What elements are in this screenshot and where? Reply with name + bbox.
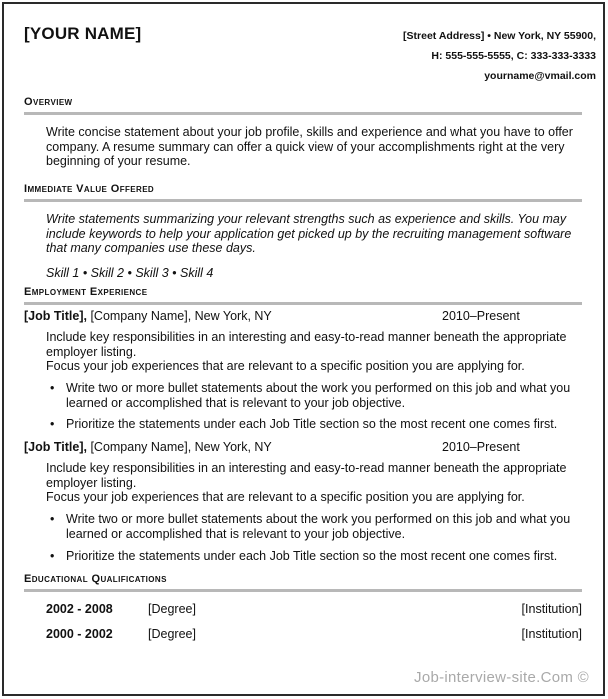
bullet-glyph: • [50,381,55,395]
value-line: include keywords to help your application get picked up by the recruiting management software [46,226,572,241]
job-bullet [46,512,586,541]
education-title: Educational Qualifications [24,573,167,585]
overview-title: Overview [24,96,73,108]
bullet-line: Prioritize the statements under each Job Title section so the most recent one comes first. [66,549,558,563]
education-institution: [Institution] [521,602,582,616]
bullet-glyph: • [50,417,55,431]
job-bullet [46,381,586,410]
value-heading [24,183,584,195]
job-desc-line: Include key responsibilities in an interesting and easy-to-read manner beneath the appropriate [46,461,567,475]
education-degree: [Degree] [148,627,196,641]
education-rule [24,589,582,592]
education-degree: [Degree] [148,602,196,616]
value-text [46,212,586,256]
overview-line: company. A resume summary can offer a quick view of your accomplishments right at the very [46,139,565,154]
value-line: that many companies use these days. [46,241,256,255]
job-header [24,309,584,324]
bullet-line: Write two or more bullet statements about the work you performed on this job and what you [66,512,571,526]
education-heading [24,573,584,585]
skills-line: Skill 1 • Skill 2 • Skill 3 • Skill 4 [46,266,214,280]
job-bullet [46,417,586,432]
education-years: 2000 - 2002 [46,627,113,641]
address-line: [Street Address] • New York, NY 55900, [403,30,596,42]
overview-heading [24,96,584,108]
job-header [24,440,584,455]
overview-rule [24,112,582,115]
bullet-glyph: • [50,549,55,563]
job-description [46,330,586,374]
email-line: yourname@vmail.com [484,70,596,82]
employment-heading [24,286,584,298]
bullet-line: learned or accomplished that is relevant to your job objective. [66,526,406,541]
job-company: [Company Name], New York, NY [86,309,272,323]
job-company: [Company Name], New York, NY [86,440,272,454]
education-institution: [Institution] [521,627,582,641]
job-desc-line: Focus your job experiences that are relevant to a specific position you are applying for. [46,490,525,504]
resume-frame [2,2,605,696]
bullet-line: Write two or more bullet statements about the work you performed on this job and what you [66,381,571,395]
job-desc-line: Focus your job experiences that are relevant to a specific position you are applying for. [46,359,525,373]
phone-line: H: 555-555-5555, C: 333-333-3333 [431,50,596,62]
overview-line: beginning of your resume. [46,154,191,168]
value-title: Immediate Value Offered [24,183,155,195]
job-desc-line: Include key responsibilities in an interesting and easy-to-read manner beneath the appropriate [46,330,567,344]
bullet-line: Prioritize the statements under each Job Title section so the most recent one comes first. [66,417,558,431]
contact-block [403,26,596,86]
bullet-glyph: • [50,512,55,526]
job-desc-line: employer listing. [46,344,137,359]
employment-rule [24,302,582,305]
value-rule [24,199,582,202]
value-line: Write statements summarizing your relevant strengths such as experience and skills. You may [46,212,567,226]
bullet-line: learned or accomplished that is relevant to your job objective. [66,395,406,410]
site-watermark: Job-interview-site.Com © [414,669,589,686]
job-bullet [46,549,586,564]
education-years: 2002 - 2008 [46,602,113,616]
employment-title: Employment Experience [24,286,148,298]
job-title: [Job Title], [24,440,87,454]
job-title: [Job Title], [24,309,87,323]
resume-name: [YOUR NAME] [24,24,142,43]
job-description [46,461,586,505]
job-dates: 2010–Present [442,440,520,454]
job-desc-line: employer listing. [46,475,137,490]
job-dates: 2010–Present [442,309,520,323]
overview-line: Write concise statement about your job profile, skills and experience and what you have to offer [46,125,573,139]
overview-text [46,125,586,169]
